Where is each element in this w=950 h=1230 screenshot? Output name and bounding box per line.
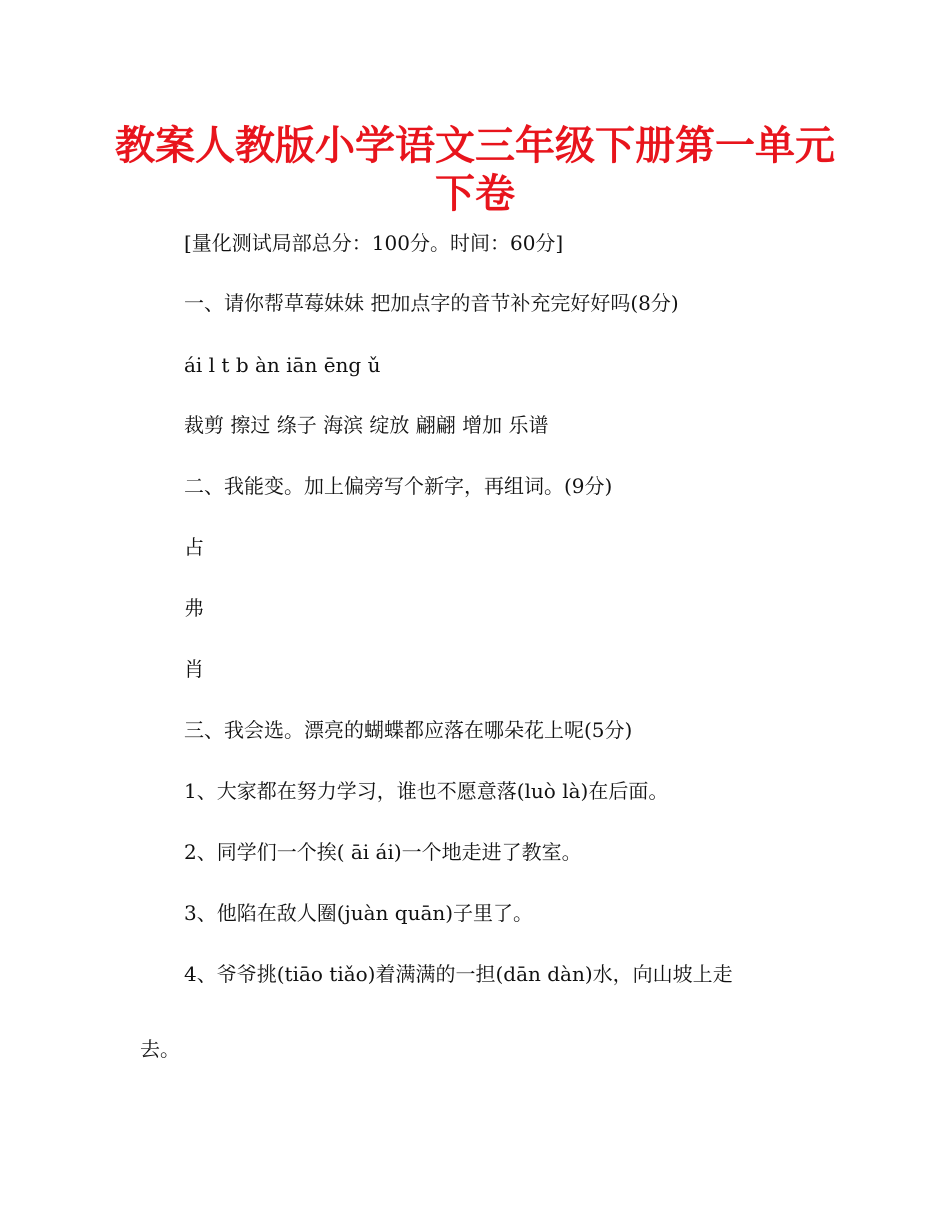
question-3-heading: 三、我会选。漂亮的蝴蝶都应落在哪朵花上呢(5分) [184,718,633,742]
sentence-item: 2、同学们一个挨( āi ái)一个地走进了教室。 [184,840,582,864]
character-item: 占 [184,535,204,559]
sentence-continuation: 去。 [140,1037,180,1061]
sentence-item: 3、他陷在敌人圈(juàn quān)子里了。 [184,901,534,925]
title-line-1: 教案人教版小学语文三年级下册第一单元 [115,123,835,169]
sentence-item: 1、大家都在努力学习，谁也不愿意落(luò là)在后面。 [184,779,669,803]
character-item: 弗 [184,596,204,620]
question-2-heading: 二、我能变。加上偏旁写个新字，再组词。(9分) [184,474,613,498]
sentence-item: 4、爷爷挑(tiāo tiǎo)着满满的一担(dān dàn)水，向山坡上走 [184,962,733,986]
score-time-info: [量化测试局部总分：100分。时间：60分] [184,231,564,255]
word-list: 裁剪 擦过 绦子 海滨 绽放 翩翩 增加 乐谱 [184,413,549,437]
character-item: 肖 [184,657,204,681]
question-1-heading: 一、请你帮草莓妹妹 把加点字的音节补充完好好吗(8分) [184,291,679,315]
title-line-2: 下卷 [435,171,515,217]
pinyin-fragments: ái l t b àn iān ēng ǔ [184,353,381,377]
